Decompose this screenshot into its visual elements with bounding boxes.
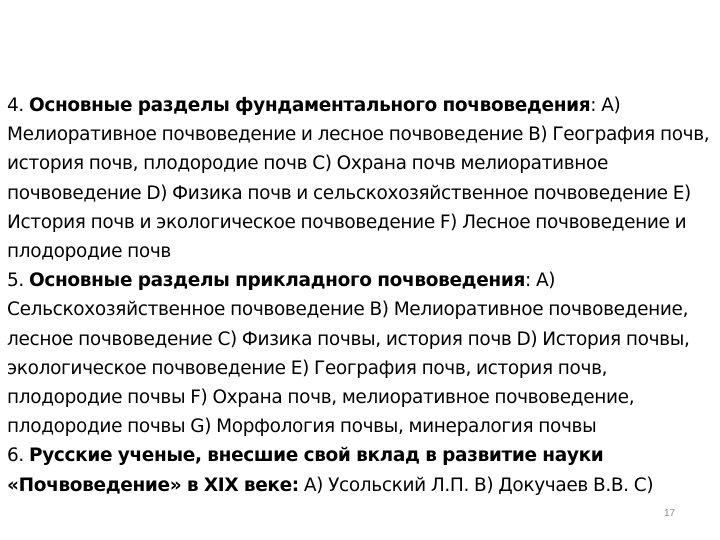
question-heading: Русские ученые, внесшие свой вклад в развитие науки «Почвоведение» в XIX веке: — [7, 445, 604, 496]
heading-separator: : — [590, 95, 602, 116]
question-options: А) Мелиоративное почвоведение и лесное почвоведение В) География почв, история почв, плодородие почв С) Охрана почв мелиоративное почвоведение D) Физика почв и сельскохозяйственное почвоведение Е) История почв и экологическое почвоведение F) Лесное почвоведение и плодородие почв — [7, 95, 710, 263]
question-6 — [7, 441, 717, 499]
question-number: 5. — [7, 270, 29, 292]
heading-separator: : — [525, 270, 536, 292]
question-5 — [7, 266, 717, 441]
slide-content — [7, 91, 717, 500]
page-number: 17 — [664, 508, 676, 519]
question-heading: Основные разделы прикладного почвоведения — [28, 270, 526, 292]
question-number: 6. — [7, 445, 29, 467]
question-heading: Основные разделы фундаментального почвоведения — [28, 95, 591, 116]
question-options: А) Сельскохозяйственное почвоведение В) Мелиоративное почвоведение, лесное почвоведение С) Физика почвы, история почв D) История почвы, экологическое почвоведение Е) География почв, история почв, плодородие почвы F) Охрана почв, мелиоративное почвоведение, плодородие почвы G) Морфология почвы, минералогия почвы — [7, 270, 690, 438]
question-4 — [7, 91, 717, 266]
question-number: 4. — [7, 95, 29, 116]
question-options: А) Усольский Л.П. В) Докучаев В.В. С) — [303, 474, 654, 496]
